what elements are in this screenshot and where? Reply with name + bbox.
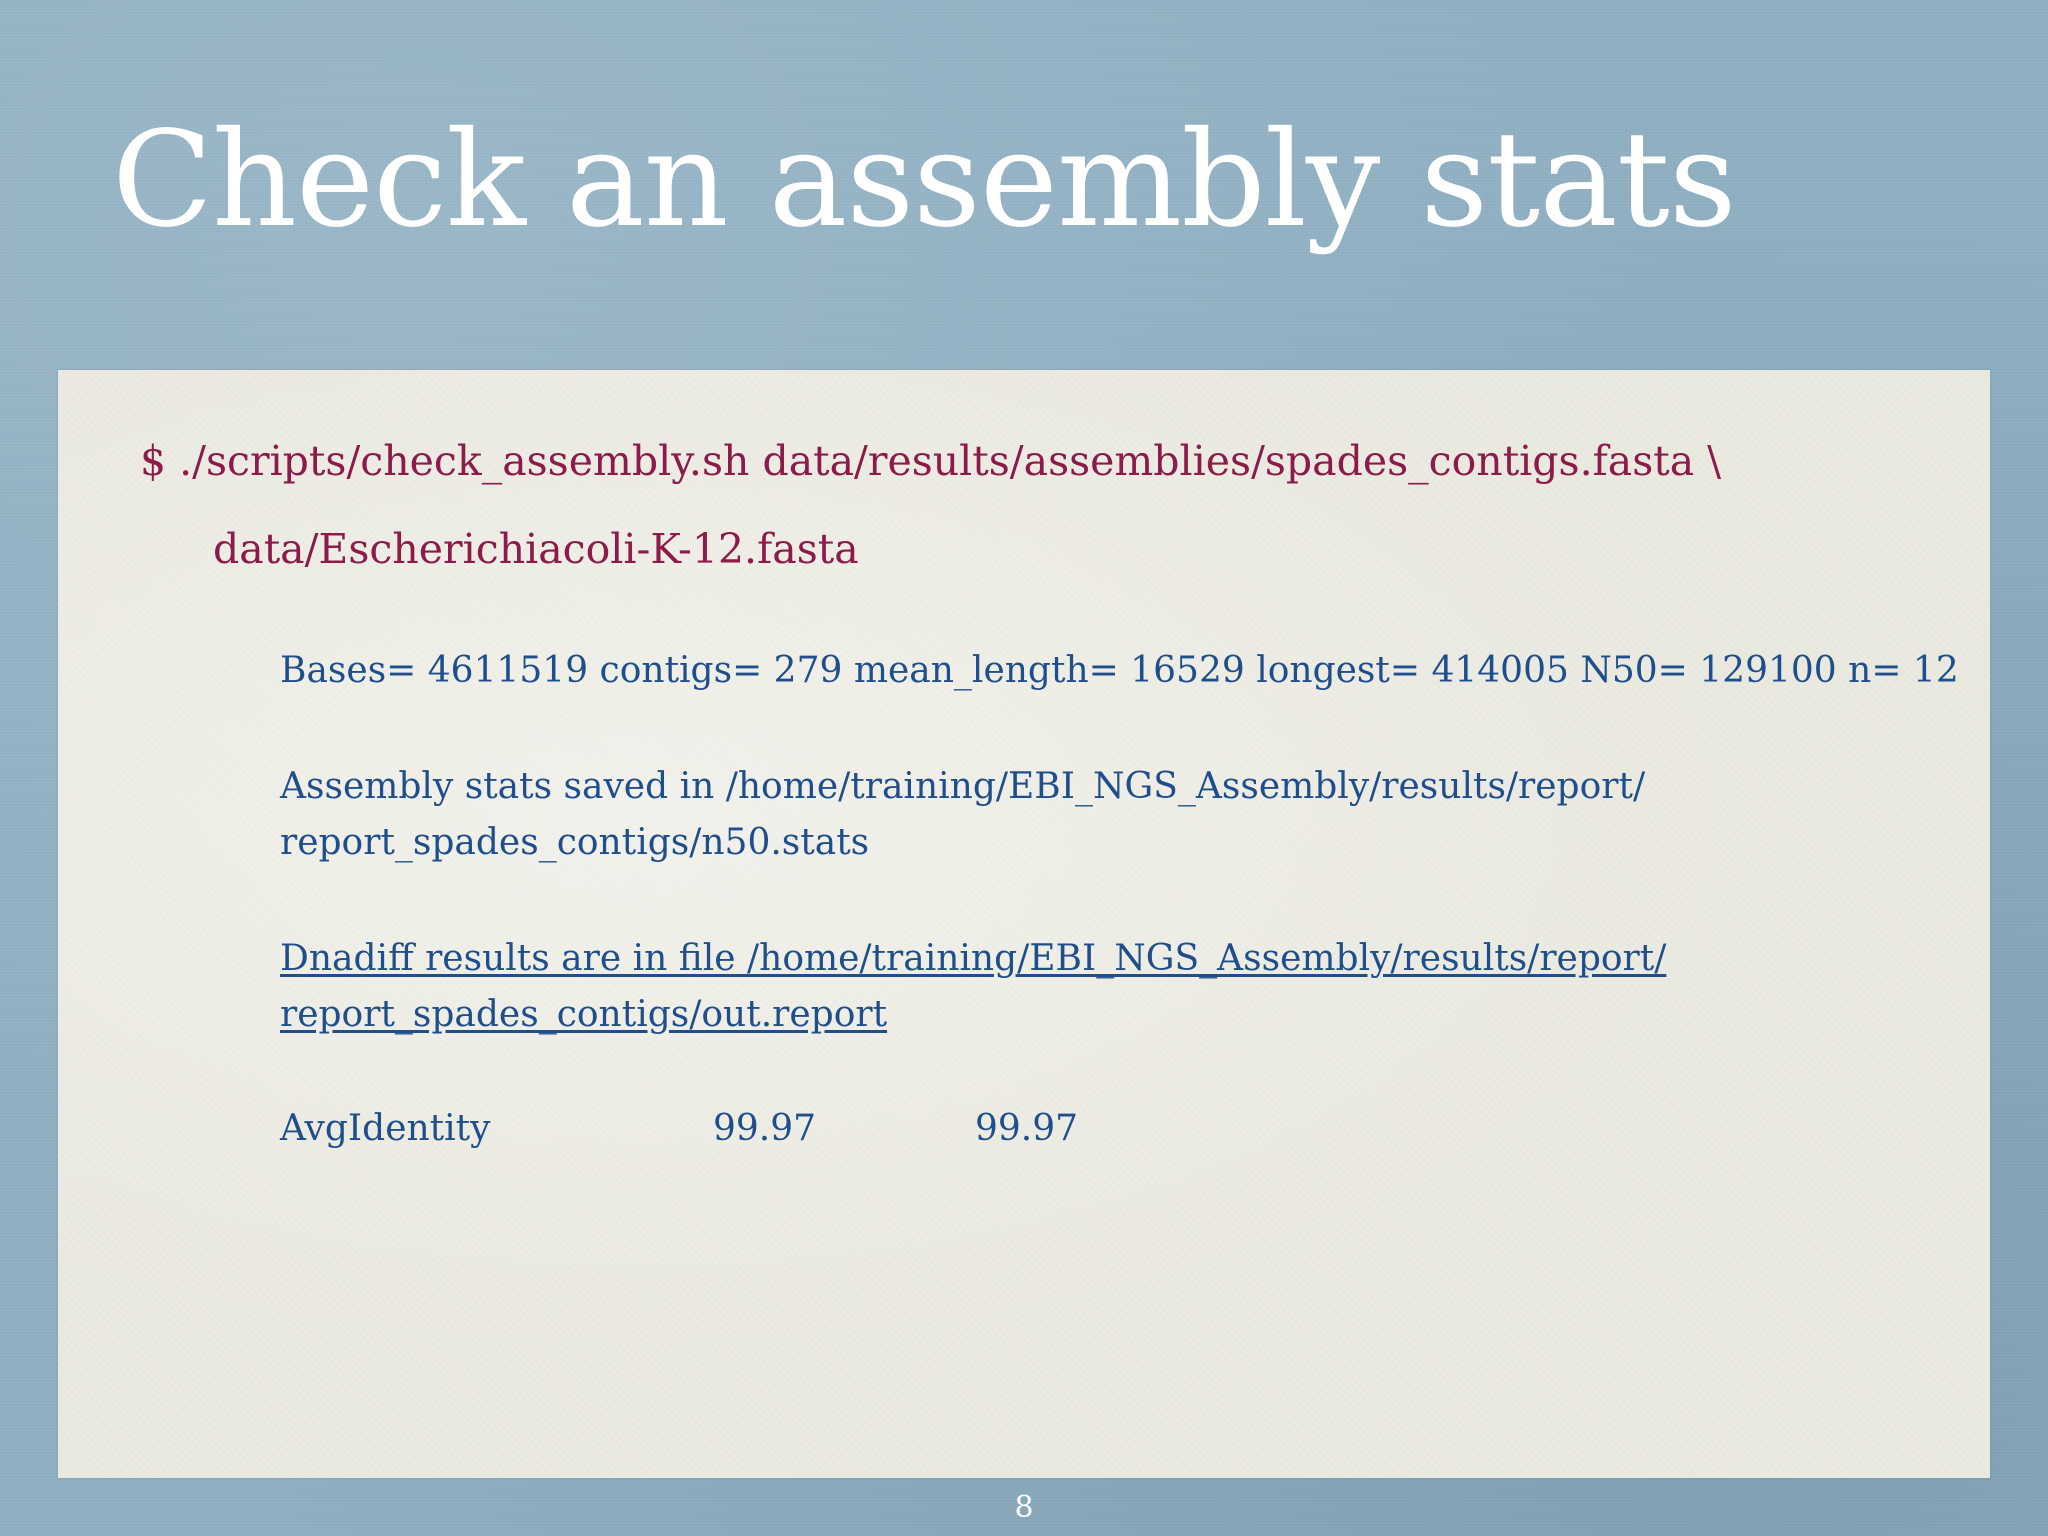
dnadiff-report-link-line-1[interactable]: Dnadiff results are in file /home/training/EBI_NGS_Assembly/results/report/ [280, 938, 1667, 979]
command-line-2: data/Escherichiacoli-K-12.fasta [213, 525, 859, 573]
slide-title: Check an assembly stats [112, 103, 1736, 257]
avg-identity-value-ref: 99.97 [713, 1108, 817, 1149]
stats-saved-path-line-1: Assembly stats saved in /home/training/EBI_NGS_Assembly/results/report/ [280, 766, 1646, 807]
page-number: 8 [1014, 1490, 1034, 1525]
dnadiff-report-link-line-2[interactable]: report_spades_contigs/out.report [280, 994, 888, 1035]
avg-identity-value-query: 99.97 [975, 1108, 1079, 1149]
assembly-stats-line: Bases= 4611519 contigs= 279 mean_length= 16529 longest= 414005 N50= 129100 n= 12 [280, 650, 1959, 691]
stats-saved-path-line-2: report_spades_contigs/n50.stats [280, 822, 870, 863]
command-line-1: $ ./scripts/check_assembly.sh data/results/assemblies/spades_contigs.fasta \ [140, 437, 1722, 485]
avg-identity-label: AvgIdentity [280, 1108, 491, 1149]
